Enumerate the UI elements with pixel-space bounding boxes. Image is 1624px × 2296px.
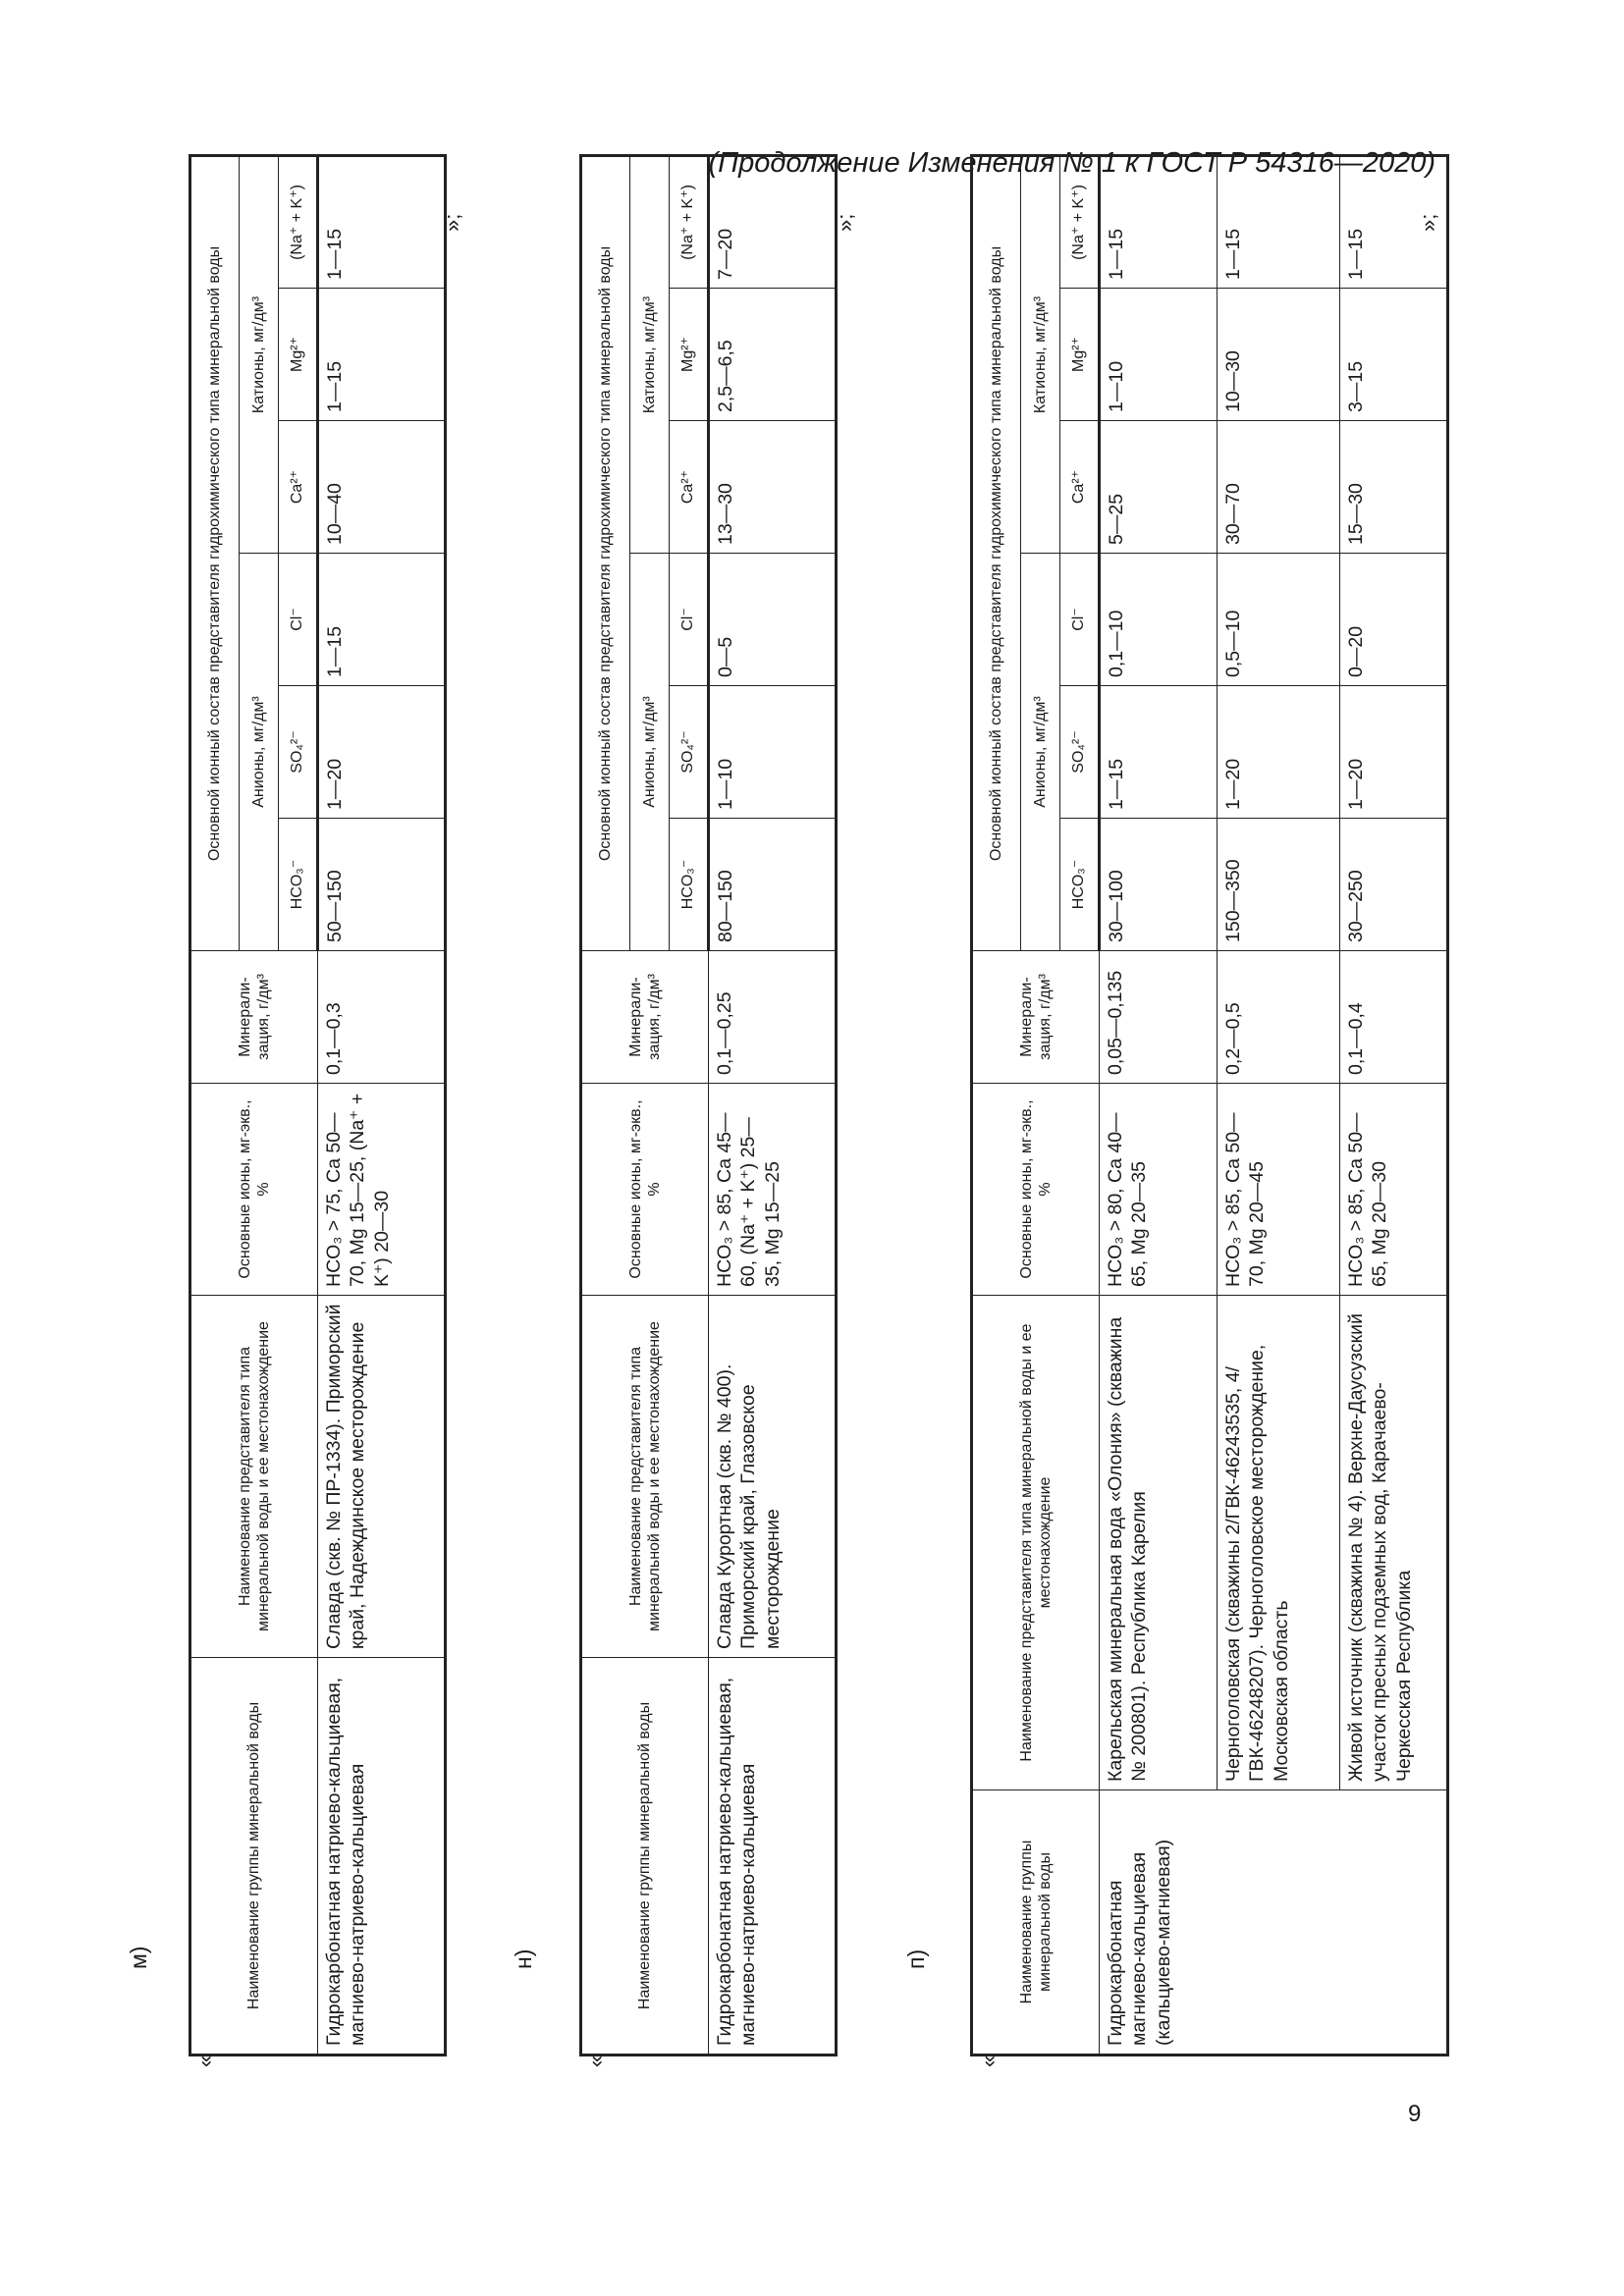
header-cl: Cl⁻ <box>1060 554 1100 686</box>
cell-representative: Славда Курортная (скв. № 400). Приморский край, Глазовское месторождение <box>709 1296 837 1658</box>
header-cations: Катионы, мг/дм³ <box>630 155 670 553</box>
quote-close-n: »; <box>833 213 857 232</box>
header-mineralization: Минерали-зация, г/дм³ <box>972 951 1100 1084</box>
header-group: Наименование группы минеральной воды <box>972 1790 1100 2056</box>
cell-mineralization: 0,1—0,3 <box>318 951 446 1084</box>
header-ionic-composition: Основной ионный состав представителя гидрохимического типа минеральной воды <box>190 155 240 950</box>
cell-main-ions: HCO₃ > 75, Ca 50—70, Mg 15—25, (Na⁺ + K⁺) 20—30 <box>318 1084 446 1296</box>
cell-hco3: 30—250 <box>1340 819 1448 951</box>
header-ca: Ca²⁺ <box>1060 421 1100 554</box>
header-mg: Mg²⁺ <box>670 289 709 421</box>
cell-hco3: 80—150 <box>709 819 837 951</box>
table-row <box>1218 155 1340 2055</box>
cell-na-k: 7—20 <box>709 155 837 288</box>
table-row <box>1340 155 1448 2055</box>
cell-mineralization: 0,1—0,25 <box>709 951 837 1084</box>
cell-group: Гидрокарбонатная натриево-кальциевая, магниево-натриево-кальциевая <box>318 1658 446 2056</box>
section-label-n: н) <box>511 1949 536 1969</box>
cell-na-k: 1—15 <box>1218 155 1340 288</box>
cell-hco3: 30—100 <box>1100 819 1218 951</box>
header-representative: Наименование представителя типа минеральной воды и ее местонахождение <box>972 1296 1100 1790</box>
cell-na-k: 1—15 <box>1340 155 1448 288</box>
cell-main-ions: HCO₃ > 85, Ca 50—70, Mg 20—45 <box>1218 1084 1340 1296</box>
header-so4: SO₄²⁻ <box>670 686 709 819</box>
quote-open-n: « <box>583 2055 608 2067</box>
quote-open-m: « <box>192 2055 217 2067</box>
cell-ca: 15—30 <box>1340 421 1448 554</box>
section-label-p: п) <box>903 1949 929 1969</box>
table-m <box>189 154 447 2056</box>
header-hco3: HCO₃⁻ <box>1060 819 1100 951</box>
table-n <box>579 154 838 2056</box>
header-anions: Анионы, мг/дм³ <box>630 554 670 951</box>
cell-so4: 1—20 <box>1218 686 1340 819</box>
section-label-m: м) <box>126 1946 151 1969</box>
header-na-k: (Na⁺ + K⁺) <box>1060 155 1100 288</box>
header-mg: Mg²⁺ <box>1060 289 1100 421</box>
cell-group: Гидрокарбонатная натриево-кальциевая, магниево-натриево-кальциевая <box>709 1658 837 2056</box>
header-cations: Катионы, мг/дм³ <box>240 155 279 553</box>
cell-cl: 1—15 <box>318 554 446 686</box>
header-main-ions: Основные ионы, мг-экв., % <box>581 1084 709 1296</box>
quote-close-m: »; <box>440 213 464 232</box>
header-ionic-composition: Основной ионный состав представителя гидрохимического типа минеральной воды <box>581 155 630 950</box>
header-hco3: HCO₃⁻ <box>670 819 709 951</box>
header-na-k: (Na⁺ + K⁺) <box>670 155 709 288</box>
cell-mg: 10—30 <box>1218 289 1340 421</box>
header-main-ions: Основные ионы, мг-экв., % <box>972 1084 1100 1296</box>
header-cl: Cl⁻ <box>279 554 318 686</box>
header-representative: Наименование представителя типа минеральной воды и ее местонахождение <box>190 1296 318 1658</box>
quote-close-p: »; <box>1416 213 1440 232</box>
header-na-k: (Na⁺ + K⁺) <box>279 155 318 288</box>
cell-ca: 13—30 <box>709 421 837 554</box>
header-cations: Катионы, мг/дм³ <box>1021 155 1060 553</box>
cell-mg: 2,5—6,5 <box>709 289 837 421</box>
cell-ca: 30—70 <box>1218 421 1340 554</box>
cell-ca: 5—25 <box>1100 421 1218 554</box>
cell-cl: 0,5—10 <box>1218 554 1340 686</box>
cell-main-ions: HCO₃ > 85, Ca 45—60, (Na⁺ + K⁺) 25—35, Mg 15—25 <box>709 1084 837 1296</box>
table-m-wrapper <box>189 154 447 2056</box>
cell-so4: 1—20 <box>1340 686 1448 819</box>
cell-main-ions: HCO₃ > 85, Ca 50—65, Mg 20—30 <box>1340 1084 1448 1296</box>
cell-mg: 1—10 <box>1100 289 1218 421</box>
cell-hco3: 50—150 <box>318 819 446 951</box>
cell-representative: Карельская минеральная вода «Олония» (скважина № 200801). Республика Карелия <box>1100 1296 1218 1790</box>
cell-representative: Черноголовская (скважины 2/ГВК-46243535, 4/ГВК-46248207). Черноголовское месторождение, Московская область <box>1218 1296 1340 1790</box>
quote-open-p: « <box>976 2055 1001 2067</box>
cell-hco3: 150—350 <box>1218 819 1340 951</box>
cell-mineralization: 0,2—0,5 <box>1218 951 1340 1084</box>
cell-mineralization: 0,05—0,135 <box>1100 951 1218 1084</box>
header-ca: Ca²⁺ <box>670 421 709 554</box>
cell-representative: Славда (скв. № ПР-1334). Приморский край, Надеждинское месторождение <box>318 1296 446 1658</box>
table-row <box>709 155 837 2055</box>
header-so4: SO₄²⁻ <box>1060 686 1100 819</box>
header-hco3: HCO₃⁻ <box>279 819 318 951</box>
header-group: Наименование группы минеральной воды <box>190 1658 318 2056</box>
cell-ca: 10—40 <box>318 421 446 554</box>
cell-cl: 0—20 <box>1340 554 1448 686</box>
cell-group: Гидрокарбонатная магниево-кальциевая (кальциево-магниевая) <box>1100 1790 1448 2056</box>
header-so4: SO₄²⁻ <box>279 686 318 819</box>
cell-so4: 1—20 <box>318 686 446 819</box>
page-number: 9 <box>1408 2101 1422 2127</box>
header-mineralization: Минерали-зация, г/дм³ <box>190 951 318 1084</box>
cell-mg: 3—15 <box>1340 289 1448 421</box>
header-ca: Ca²⁺ <box>279 421 318 554</box>
header-anions: Анионы, мг/дм³ <box>1021 554 1060 951</box>
cell-so4: 1—10 <box>709 686 837 819</box>
cell-cl: 0—5 <box>709 554 837 686</box>
header-anions: Анионы, мг/дм³ <box>240 554 279 951</box>
table-n-wrapper <box>579 154 838 2056</box>
table-p <box>970 154 1449 2056</box>
header-representative: Наименование представителя типа минеральной воды и ее местонахождение <box>581 1296 709 1658</box>
table-row <box>318 155 446 2055</box>
header-mineralization: Минерали-зация, г/дм³ <box>581 951 709 1084</box>
cell-so4: 1—15 <box>1100 686 1218 819</box>
cell-mg: 1—15 <box>318 289 446 421</box>
page-header: (Продолжение Изменения № 1 к ГОСТ Р 54316—2020) <box>708 147 1435 179</box>
cell-representative: Живой источник (скважина № 4). Верхне-Даусузский участок пресных подземных вод, Карачаево-Черкесская Республика <box>1340 1296 1448 1790</box>
cell-na-k: 1—15 <box>318 155 446 288</box>
header-cl: Cl⁻ <box>670 554 709 686</box>
header-mg: Mg²⁺ <box>279 289 318 421</box>
cell-main-ions: HCO₃ > 80, Ca 40—65, Mg 20—35 <box>1100 1084 1218 1296</box>
header-main-ions: Основные ионы, мг-экв., % <box>190 1084 318 1296</box>
header-group: Наименование группы минеральной воды <box>581 1658 709 2056</box>
cell-na-k: 1—15 <box>1100 155 1218 288</box>
table-p-wrapper <box>970 154 1449 2056</box>
cell-cl: 0,1—10 <box>1100 554 1218 686</box>
header-ionic-composition: Основной ионный состав представителя гидрохимического типа минеральной воды <box>972 155 1021 950</box>
table-row <box>1100 155 1218 2055</box>
cell-mineralization: 0,1—0,4 <box>1340 951 1448 1084</box>
